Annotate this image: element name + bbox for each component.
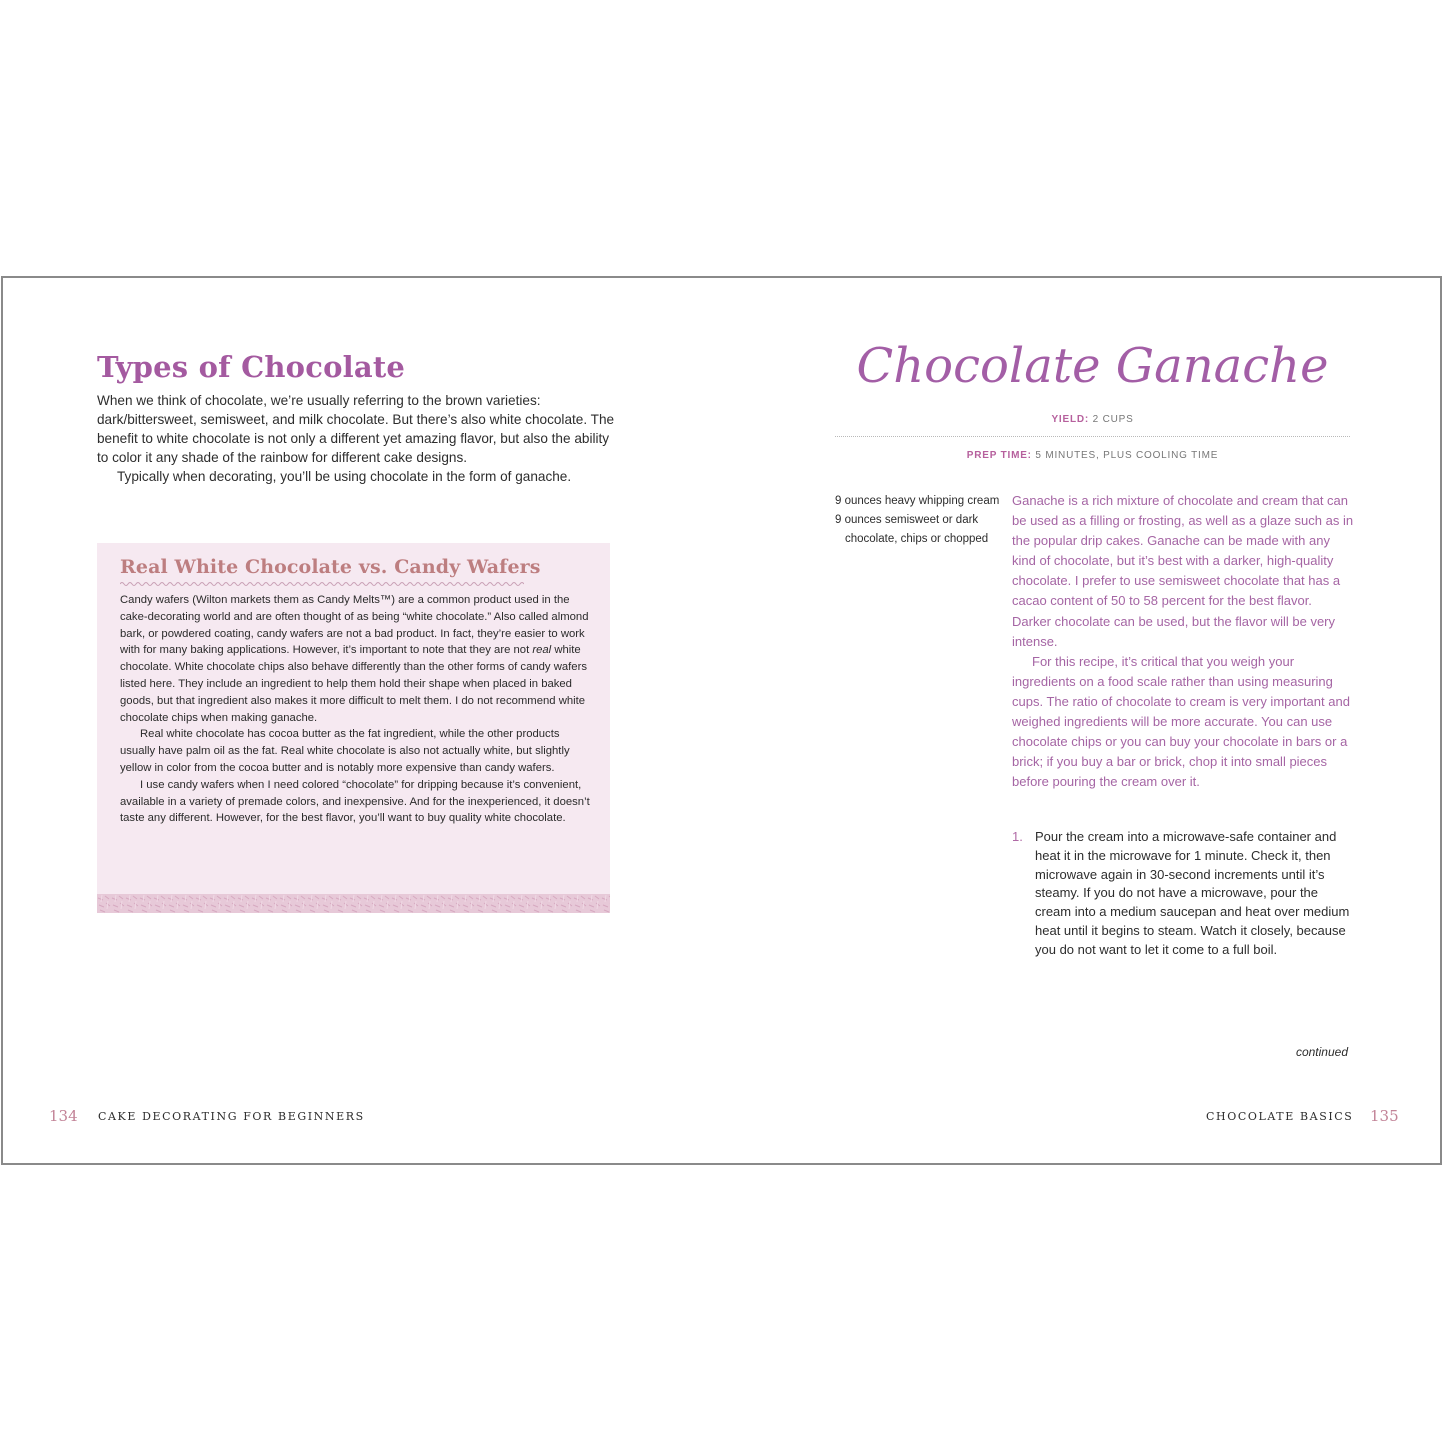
sidebar-text: white chocolate. White chocolate chips also behave differently than the other forms of candy wafers listed here. They include an ingredient to help them hold their shape when placed in baked goods, but that ingredient also makes it more difficult to melt them. I do not recommend white chocolate chips when making ganache.	[120, 644, 587, 724]
sidebar-paragraph: Real white chocolate has cocoa butter as the fat ingredient, while the other products usually have palm oil as the fat. Real white chocolate is also not actually white, but slightly yellow in color from the cocoa butter and is notably more expensive than candy wafers.	[120, 728, 570, 774]
ingredient-item: 9 ounces heavy whipping cream	[835, 495, 1000, 507]
prep-time-label: PREP TIME:	[966, 450, 1032, 461]
intro-text	[97, 391, 617, 486]
sidebar-paragraph	[120, 592, 592, 726]
sidebar-body	[120, 592, 592, 827]
prep-time-value: 5 MINUTES, PLUS COOLING TIME	[1035, 450, 1219, 461]
squiggle-divider	[120, 581, 524, 587]
emphasis-text: real	[532, 644, 552, 657]
page-number-left: 134	[49, 1107, 78, 1125]
section-title: Types of Chocolate	[97, 350, 406, 384]
recipe-title: Chocolate Ganache	[856, 338, 1329, 394]
recipe-intro-paragraph: For this recipe, it’s critical that you weigh your ingredients on a food scale rather than using measuring cups. The ratio of chocolate to cream is very important and weighed ingredients will be more accurate. You can use chocolate chips or you can buy your chocolate in bars or a brick; if you buy a bar or brick, chop it into small pieces before pouring the cream over it.	[1012, 653, 1350, 790]
prep-time-line	[835, 450, 1350, 461]
step-text: Pour the cream into a microwave-safe container and heat it in the microwave for 1 minute. Check it, then microwave again in 30-second increments until it’s steamy. If you do not have a microwave, pour the cream into a medium saucepan and heat over medium heat until it begins to steam. Watch it closely, because you do not want to let it come to a full boil.	[1035, 829, 1350, 957]
yield-line	[835, 414, 1350, 425]
sidebar-text: Candy wafers (Wilton markets them as Candy Melts™) are a common product used in the cake-decorating world and are often thought of as being “white chocolate.” Also called almond bark, or powdered coating, candy wafers are not a bad product. In fact, they’re easier to work with for many baking applications. However, it’s important to note that they are not	[120, 594, 589, 657]
recipe-intro-paragraph: Ganache is a rich mixture of chocolate and cream that can be used as a filling or frosting, as well as a glaze such as in the popular drip cakes. Ganache can be made with any kind of chocolate, but it’s best with a darker, high-quality chocolate. I prefer to use semisweet chocolate that has a cacao content of 50 to 58 percent for the best flavor. Darker chocolate can be used, but the flavor will be very intense.	[1012, 493, 1354, 649]
continued-note: continued	[1295, 1045, 1348, 1059]
page-number-right: 135	[1370, 1107, 1399, 1125]
sidebar-title: Real White Chocolate vs. Candy Wafers	[120, 556, 541, 578]
running-head-left: CAKE DECORATING FOR BEGINNERS	[98, 1110, 365, 1123]
step-number: 1.	[1012, 829, 1023, 844]
ingredient-list	[835, 492, 1005, 549]
recipe-intro	[1012, 491, 1354, 792]
yield-value: 2 CUPS	[1092, 414, 1134, 425]
sidebar-paragraph: I use candy wafers when I need colored “chocolate” for dripping because it’s convenient, available in a variety of premade colors, and inexpensive. And for the inexperienced, it doesn’t taste any different. However, for the best flavor, you’ll want to buy quality white chocolate.	[120, 778, 590, 825]
intro-paragraph: Typically when decorating, you’ll be using chocolate in the form of ganache.	[117, 469, 572, 484]
ingredient-item: 9 ounces semisweet or dark chocolate, chips or chopped	[835, 514, 989, 545]
book-spread	[1, 276, 1442, 1165]
running-head-right: CHOCOLATE BASICS	[1206, 1110, 1354, 1123]
yield-label: YIELD:	[1051, 414, 1090, 425]
textured-strip	[97, 894, 610, 913]
sidebar-box	[97, 543, 610, 913]
intro-paragraph: When we think of chocolate, we’re usually referring to the brown varieties: dark/bittersweet, semisweet, and milk chocolate. But there’s also white chocolate. The benefit to white chocolate is not only a different yet amazing flavor, but also the ability to color it any shade of the rainbow for different cake designs.	[97, 393, 615, 465]
dotted-divider	[835, 436, 1350, 437]
